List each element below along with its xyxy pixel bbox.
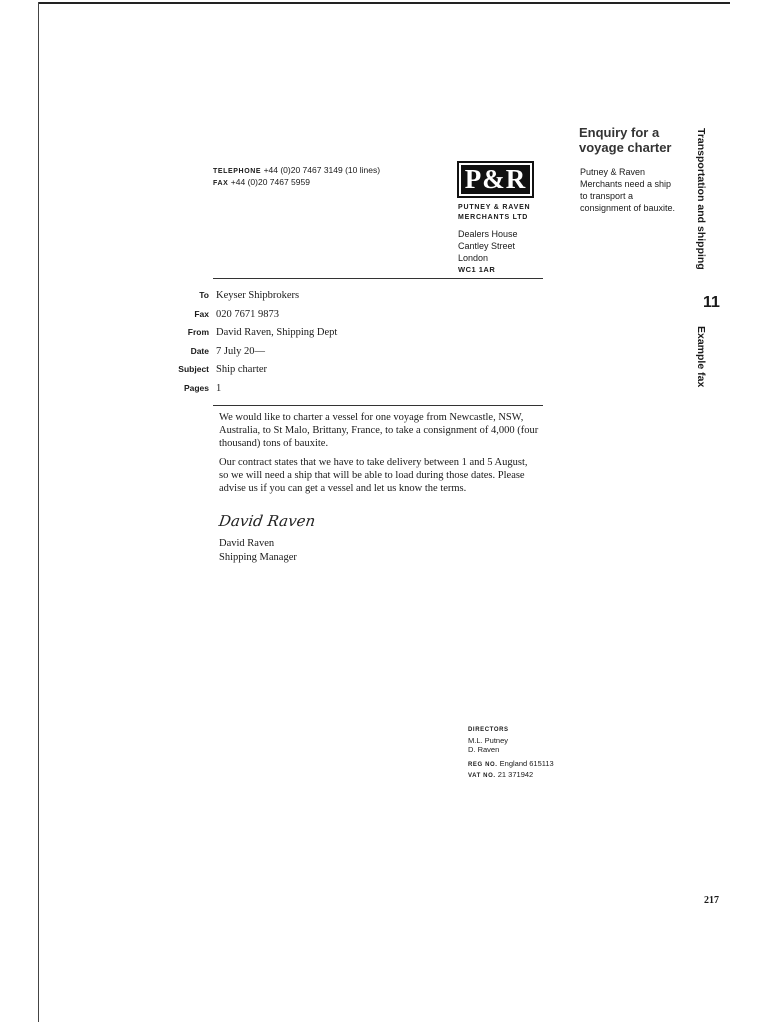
field-value: Ship charter [216, 364, 268, 376]
field-row-pages [150, 383, 337, 402]
vat-label: VAT NO. [468, 773, 496, 779]
address-line: Cantley Street [458, 241, 516, 251]
telephone-number: +44 (0)20 7467 3149 (10 lines) [263, 165, 381, 175]
fax-header-fields [150, 290, 337, 402]
address-postcode: WC1 1AR [458, 265, 496, 274]
fax-number: +44 (0)20 7467 5959 [230, 177, 310, 187]
company-name-line1: PUTNEY & RAVEN [458, 204, 531, 211]
field-row-from [150, 327, 337, 346]
letterhead-contact [213, 165, 380, 189]
field-value: David Raven, Shipping Dept [216, 327, 338, 339]
company-name-line2: MERCHANTS LTD [458, 214, 529, 221]
company-name [458, 203, 530, 223]
field-label: Pages [183, 382, 209, 393]
reg-label: REG NO. [468, 761, 498, 768]
company-logo: P&R [457, 161, 534, 198]
sidebar-title-line1: Enquiry for a [579, 125, 660, 140]
field-row-fax [150, 309, 337, 328]
vat-line [468, 770, 554, 782]
field-value: Keyser Shipbrokers [216, 290, 300, 301]
fax-label: FAX [213, 180, 229, 187]
signer-title: Shipping Manager [219, 552, 297, 563]
handwritten-signature: David Raven [217, 512, 317, 530]
body-paragraph: Our contract states that we have to take delivery between 1 and 5 August, so we will need a ship that will be able to load during those dates. Please advise us if you can get a vessel and let us know the terms. [219, 457, 528, 494]
director-name: D. Raven [468, 745, 500, 754]
section-title-vertical: Transportation and shipping [695, 128, 707, 270]
page-edge-left [38, 2, 39, 1022]
field-row-subject [150, 364, 337, 383]
signer-block [219, 537, 297, 565]
sidebar-title-line2: voyage charter [579, 140, 672, 155]
registration-line [468, 759, 554, 771]
fax-line [213, 177, 380, 189]
telephone-label: TELEPHONE [213, 168, 262, 175]
body-paragraph: We would like to charter a vessel for one voyage from Newcastle, NSW, Australia, to St Malo, Brittany, France, to take a consignment of 4,000 (four thousand) tons of bauxite. [219, 412, 539, 449]
page-edge-top [38, 2, 730, 4]
chapter-title-vertical: Example fax [695, 326, 707, 388]
address-line: London [458, 253, 489, 263]
directors-label: DIRECTORS [468, 727, 509, 733]
divider-top [213, 278, 543, 279]
field-row-date [150, 346, 337, 365]
chapter-number: 11 [703, 294, 720, 311]
field-value: 1 [216, 382, 222, 394]
field-label: Subject [178, 364, 209, 375]
vat-number: 21 371942 [497, 770, 534, 779]
field-label: Fax [194, 308, 209, 319]
company-address [458, 228, 518, 276]
directors-block [468, 726, 554, 782]
fax-body [219, 411, 539, 501]
field-value: 7 July 20— [216, 345, 266, 357]
field-label: To [199, 290, 209, 300]
sidebar-description: Putney & Raven Merchants need a ship to transport a consignment of bauxite. [580, 167, 676, 213]
reg-number: England 615113 [499, 758, 554, 768]
director-name: M.L. Putney [468, 735, 509, 745]
telephone-line [213, 165, 380, 177]
field-row-to [150, 290, 337, 309]
field-label: Date [190, 345, 209, 356]
page-number: 217 [704, 895, 719, 906]
address-line: Dealers House [458, 229, 518, 239]
signer-name: David Raven [219, 538, 275, 549]
field-value: 020 7671 9873 [216, 308, 279, 320]
field-label: From [187, 327, 209, 338]
sidebar-title [579, 125, 672, 155]
divider-bottom [213, 405, 543, 406]
